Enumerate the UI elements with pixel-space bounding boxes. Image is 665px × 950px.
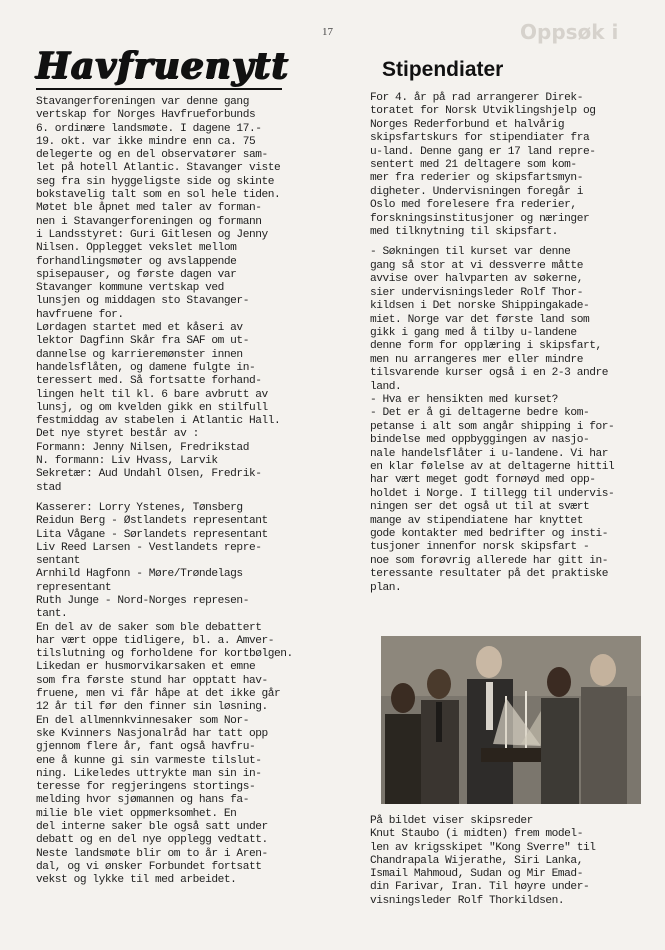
havfruenytt-masthead: Havfruenytt xyxy=(36,45,290,87)
photo-caption-block xyxy=(370,815,642,908)
stipendiater-column xyxy=(370,54,642,595)
page-number: 17 xyxy=(322,26,333,38)
group-photo-illustration xyxy=(381,636,641,804)
group-photo xyxy=(381,636,641,804)
photo-caption: På bildet viser skipsreder Knut Staubo (i midten) frem model- len av krigsskipet "Kong Sverre" til Chandrapala Wijerathe, Siri Lanka, Ismail Mahmoud, Sudan og Mir Emad- din Farivar, Iran. Til høyre under- visningsleder Rolf Thorkildsen. xyxy=(370,815,596,907)
havfruenytt-column xyxy=(36,45,336,888)
left-paragraph-3: En del av de saker som ble debattert har vært oppe tidligere, bl. a. Amver- tilslutning og forholdene for kortbølgen. Likedan er husmorvikarsaken et emne som fra første stund har opptatt hav- fruene, men vi får håpe at det ikke går 12 år til før den finner sin løsning. En del allmennkvinnesaker som Nor- ske Kvinners Nasjonalråd har tatt opp gjennom flere år, fant også havfru- ene å kunne gi sin varmeste tilslut- ning. Likeledes uttrykte man sin in- teresse for regjeringens stortings- melding hvor sjømannen og hans fa- milie ble viet oppmerksomhet. En del interne saker ble også satt under debatt og en del nye opplegg vedtatt. Neste landsmøte blir om to år i Aren- dal, og vi ønsker Forbundet fortsatt vekst og lykke til med arbeidet. xyxy=(36,621,293,887)
board-list-officers: Formann: Jenny Nilsen, Fredrikstad N. formann: Liv Hvass, Larvik Sekretær: Aud Undahl Olsen, Fredrik- stad xyxy=(36,441,262,494)
right-paragraph-2: - Søkningen til kurset var denne gang så stor at vi dessverre måtte avvise over halvparten av søkerne, sier undervisningsleder Rolf Thor- kildsen i Det norske Shippingakade- miet. Norge var det første land som gikk i gang med å tilby u-landene denne form for opplæring i skipsfart, men nu arrangeres mer eller mindre tilsvarende kurser også i en 2-3 andre land. - Hva er hensikten med kurset? - Det er å gi deltagerne bedre kom- petanse i alt som angår shipping i for- bindelse med oppbyggingen av nasjo- nale handelsflåter i u-landene. Vi har en klar følelse av at deltagerne hittil har vært meget godt fornøyd med opp- holdet i Norge. I tillegg til undervis- ningen ser det også ut til at svært mange av stipendiatene har knyttet gode kontakter med bedrifter og insti- tusjoner innenfor norsk skipsfart - noe som forøvrig allerede har gitt in- teressante resultater på det praktiske plan. xyxy=(370,246,615,594)
board-list-representatives: Kasserer: Lorry Ystenes, Tønsberg Reidun Berg - Østlandets representant Lita Vågane - Sørlandets representant Liv Reed Larsen - Vestlandets repre- sentant Arnhild Hagfonn - Møre/Trøndelags representant Ruth Junge - Nord-Norges represen- tant. xyxy=(36,501,268,621)
masthead-rule xyxy=(36,88,282,90)
left-paragraph-2: Lørdagen startet med et kåseri av lektor Dagfinn Skår fra SAF om ut- dannelse og karrieremønster innen handelsflåten, og damene fulgte in- teressert med. Så fortsatte forhand- lingen helt til kl. 6 bare avbrutt av lunsj, og om kvelden gikk en stilfull festmiddag av stabelen i Atlantic Hall. Det nye styret består av : xyxy=(36,322,281,441)
left-paragraph-1: Stavangerforeningen var denne gang vertskap for Norges Havfrueforbunds 6. ordinære landsmøte. I dagene 17.- 19. okt. var ikke mindre enn ca. 75 delegerte og en del observatører sam- let på hotell Atlantic. Stavanger viste seg fra sin hyggeligste side og skinte bokstavelig talt som en sol hele tiden. Møtet ble åpnet med taler av forman- nen i Stavangerforeningen og formann i Landsstyret: Guri Gitlesen og Jenny Nilsen. Opplegget vekslet mellom forhandlingsmøter og avslappende spisepauser, og første dagen var Stavanger kommune vertskap ved lunsjen og middagen sto Stavanger- havfruene for. xyxy=(36,96,281,321)
stipendiater-title: Stipendiater xyxy=(382,58,504,81)
faded-show-through-heading: Oppsøk i xyxy=(520,20,619,44)
right-paragraph-1: For 4. år på rad arrangerer Direk- toratet for Norsk Utviklingshjelp og Norges Rederforbund et halvårig skipsfartskurs for stipendiater fra u-land. Denne gang er 17 land repre- sentert med 21 deltagere som kom- mer fra rederier og skipsfartsmyn- digheter. Undervisningen foregår i Oslo med forelesere fra rederier, forskningsinstitusjoner og næringer med tilknytning til skipsfart. xyxy=(370,92,596,239)
